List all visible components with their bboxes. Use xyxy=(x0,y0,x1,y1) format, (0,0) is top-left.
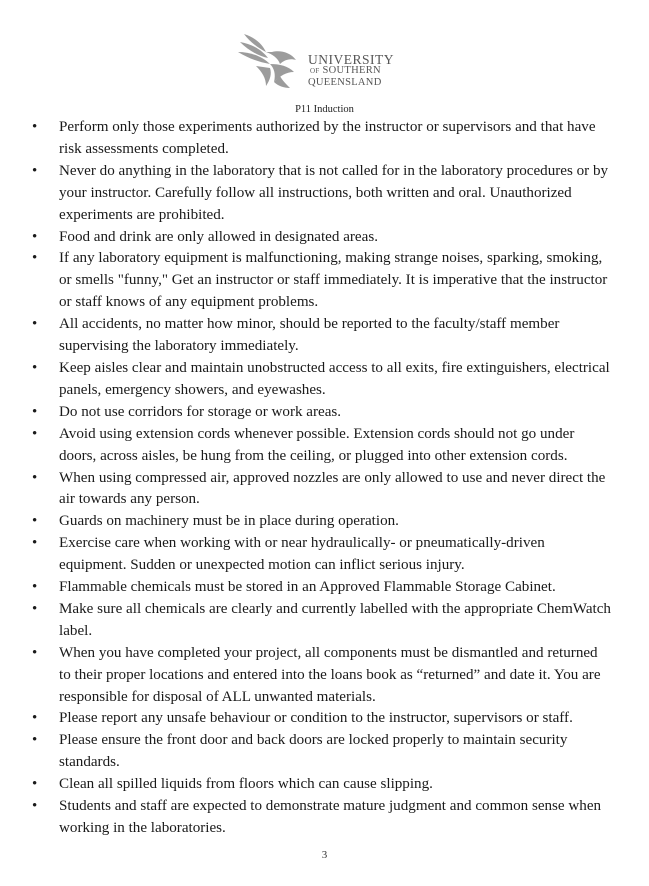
bullet-icon: • xyxy=(32,228,38,245)
rule-text: Exercise care when working with or near hydraulically- or pneumatically-driven equipment. Sudden or unexpected motion can inflict serious injury. xyxy=(59,535,545,574)
bullet-icon: • xyxy=(32,425,38,442)
page-number: 3 xyxy=(321,849,328,861)
bullet-icon: • xyxy=(32,469,38,486)
safety-rules-list xyxy=(32,117,612,840)
logo-line-queensland: QUEENSLAND xyxy=(308,77,382,88)
rule-text: All accidents, no matter how minor, should be reported to the faculty/staff member supervising the laboratory immediately. xyxy=(59,316,560,355)
rule-text: Please ensure the front door and back doors are locked properly to maintain security standards. xyxy=(59,732,568,771)
bullet-icon: • xyxy=(32,403,38,420)
list-item xyxy=(32,117,612,161)
rule-text: Food and drink are only allowed in designated areas. xyxy=(59,228,378,245)
bullet-icon: • xyxy=(32,513,38,530)
bullet-icon: • xyxy=(32,359,38,376)
phoenix-icon xyxy=(236,32,308,92)
bullet-icon: • xyxy=(32,732,38,749)
rule-text: Perform only those experiments authorized by the instructor or supervisors and that have risk assessments completed. xyxy=(59,119,596,157)
document-title: P11 Induction xyxy=(295,104,354,115)
list-item xyxy=(32,533,612,577)
rule-text: If any laboratory equipment is malfunctioning, making strange noises, sparking, smoking, or smells "funny," Get an instructor or staff immediately. It is imperative that the instructor or staff knows of any equipment problems. xyxy=(59,250,608,311)
university-logo xyxy=(236,32,396,92)
list-item xyxy=(32,643,612,709)
rule-text: Make sure all chemicals are clearly and currently labelled with the appropriate ChemWatch label. xyxy=(59,600,611,639)
bullet-icon: • xyxy=(32,798,38,815)
rule-text: Avoid using extension cords whenever possible. Extension cords should not go under doors, across aisles, be hung from the ceiling, or plugged into other extension cords. xyxy=(59,425,575,464)
list-item xyxy=(32,227,612,249)
logo-of: OF xyxy=(310,67,320,75)
list-item xyxy=(32,577,612,599)
list-item xyxy=(32,248,612,314)
list-item xyxy=(32,796,612,840)
logo-line-university: UNIVERSITY xyxy=(308,52,394,67)
bullet-icon: • xyxy=(32,710,38,727)
bullet-icon: • xyxy=(32,316,38,333)
bullet-icon: • xyxy=(32,162,38,179)
bullet-icon: • xyxy=(32,579,38,596)
list-item xyxy=(32,511,612,533)
bullet-icon: • xyxy=(32,535,38,552)
rule-text: Clean all spilled liquids from floors which can cause slipping. xyxy=(59,776,433,793)
bullet-icon: • xyxy=(32,250,38,267)
bullet-icon: • xyxy=(32,644,38,661)
rule-text: Students and staff are expected to demonstrate mature judgment and common sense when working in the laboratories. xyxy=(59,798,602,836)
list-item xyxy=(32,402,612,424)
list-item xyxy=(32,774,612,796)
list-item xyxy=(32,314,612,358)
list-item xyxy=(32,424,612,468)
rule-text: When you have completed your project, all components must be dismantled and returned to their proper locations and entered into the loans book as “returned” and date it. You are responsible for disposal of ALL unwanted materials. xyxy=(59,644,601,705)
logo-wordmark xyxy=(308,54,394,88)
bullet-icon: • xyxy=(32,119,38,135)
bullet-icon: • xyxy=(32,600,38,617)
list-item xyxy=(32,599,612,643)
logo-southern: SOUTHERN xyxy=(322,65,381,76)
rule-text: Do not use corridors for storage or work areas. xyxy=(59,403,342,420)
bullet-icon: • xyxy=(32,776,38,793)
rule-text: When using compressed air, approved nozzles are only allowed to use and never direct the air towards any person. xyxy=(59,469,606,508)
rule-text: Keep aisles clear and maintain unobstructed access to all exits, fire extinguishers, electrical panels, emergency showers, and eyewashes. xyxy=(59,359,610,398)
list-item xyxy=(32,730,612,774)
list-item xyxy=(32,708,612,730)
rule-text: Please report any unsafe behaviour or condition to the instructor, supervisors or staff. xyxy=(59,710,573,727)
list-item xyxy=(32,468,612,512)
rule-text: Flammable chemicals must be stored in an Approved Flammable Storage Cabinet. xyxy=(59,579,556,596)
list-item xyxy=(32,161,612,227)
rule-text: Guards on machinery must be in place during operation. xyxy=(59,513,399,530)
rule-text: Never do anything in the laboratory that is not called for in the laboratory procedures or by your instructor. Carefully follow all instructions, both written and oral. Unauthorized experiments are prohibited. xyxy=(59,162,609,223)
list-item xyxy=(32,358,612,402)
